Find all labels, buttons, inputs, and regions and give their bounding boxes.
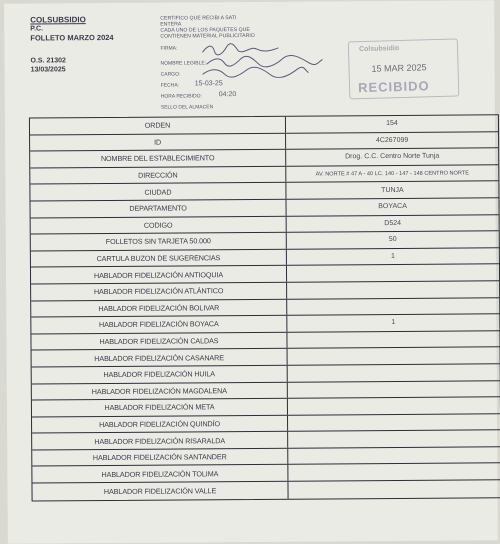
row-value <box>288 397 500 414</box>
stamp-date: 15 MAR 2025 <box>371 62 427 74</box>
row-label: NOMBRE DEL ESTABLECIMIENTO <box>30 150 286 167</box>
stamp-text: RECIBIDO <box>357 78 430 96</box>
row-label: DIRECCIÓN <box>30 167 286 184</box>
document-title: FOLLETO MARZO 2024 <box>30 32 114 43</box>
order-date: 13/03/2025 <box>30 66 66 74</box>
certificate-line: CADA UNO DE LOS PAQUETES QUE <box>160 27 250 34</box>
sello-label: SELLO DEL ALMACEN <box>160 104 214 111</box>
row-label: CIUDAD <box>30 183 286 200</box>
row-value: D524 <box>384 219 402 227</box>
fecha-value: 15-03-25 <box>194 80 223 88</box>
row-label: HABLADOR FIDELIZACIÓN CALDAS <box>31 332 287 349</box>
row-value: 1 <box>391 319 396 327</box>
pc-code: P.C. <box>30 25 44 33</box>
header-block <box>30 15 114 75</box>
delivery-table <box>29 114 500 501</box>
row-value <box>288 348 500 365</box>
row-value: Drog. C.C. Centro Norte Tunja <box>345 153 440 161</box>
row-value <box>287 281 499 298</box>
row-value <box>288 447 500 464</box>
row-value: AV. NORTE # 47 A - 40 LC. 140 - 147 - 148 CENTRO NORTE <box>315 170 470 178</box>
row-value: 50 <box>388 236 397 244</box>
row-label: HABLADOR FIDELIZACIÓN BOYACA <box>31 316 287 333</box>
row-value: 4C267099 <box>375 136 409 145</box>
row-value: BOYACA <box>378 203 407 211</box>
row-value <box>288 480 500 498</box>
document-page <box>4 0 498 543</box>
row-label: HABLADOR FIDELIZACIÓN BOLIVAR <box>31 299 287 316</box>
row-value <box>287 265 499 282</box>
row-label: ID <box>30 133 286 150</box>
company-name: COLSUBSIDIO <box>30 15 86 25</box>
certificate-line: ENTERA <box>160 21 182 28</box>
received-stamp <box>348 38 460 99</box>
hora-value: 04:20 <box>218 91 237 99</box>
row-label: FOLLETOS SIN TARJETA 50.000 <box>31 233 287 250</box>
cargo-label: CARGO: <box>160 71 181 78</box>
row-label: HABLADOR FIDELIZACIÓN META <box>32 399 288 416</box>
row-label: HABLADOR FIDELIZACIÓN TOLIMA <box>32 465 288 482</box>
row-label: HABLADOR FIDELIZACIÓN CASANARE <box>32 349 288 366</box>
row-value <box>287 331 499 348</box>
row-value: 1 <box>390 253 395 261</box>
row-label: CARTULA BUZON DE SUGERENCIAS <box>31 249 287 266</box>
stamp-brand: Colsubsidio <box>358 45 400 54</box>
certificate-text <box>160 14 350 39</box>
handwritten-cargo <box>201 66 311 79</box>
row-label: HABLADOR FIDELIZACIÓN MAGDALENA <box>32 382 288 399</box>
row-label: ORDEN <box>30 117 286 134</box>
row-label: HABLADOR FIDELIZACIÓN VALLE <box>32 482 288 500</box>
order-number: O.S. 21302 <box>30 57 66 65</box>
row-value <box>288 381 500 398</box>
row-label: HABLADOR FIDELIZACIÓN SANTANDER <box>32 449 288 466</box>
certificate-line: CERTIFICO QUE RECIBI A SATI <box>160 15 237 22</box>
hora-label: HORA RECIBIDO: <box>160 93 202 100</box>
row-value <box>288 414 500 431</box>
row-label: CODIGO <box>31 216 287 233</box>
row-value <box>287 298 499 315</box>
fecha-label: FECHA: <box>160 82 180 89</box>
row-value: 154 <box>386 120 398 128</box>
row-label: HABLADOR FIDELIZACIÓN ANTIOQUIA <box>31 266 287 283</box>
row-value <box>288 464 500 481</box>
row-value <box>288 364 500 381</box>
row-label: HABLADOR FIDELIZACIÓN QUINDÍO <box>32 415 288 432</box>
row-label: HABLADOR FIDELIZACIÓN RISARALDA <box>32 432 288 449</box>
certificate-line: CONTIENEN MATERIAL PUBLICITARIO <box>160 32 255 40</box>
row-value <box>288 431 500 448</box>
row-label: HABLADOR FIDELIZACIÓN ATLÁNTICO <box>31 283 287 300</box>
row-label: DEPARTAMENTO <box>31 200 287 217</box>
row-label: HABLADOR FIDELIZACIÓN HUILA <box>32 366 288 383</box>
firma-label: FIRMA: <box>160 45 178 52</box>
row-value: TUNJA <box>381 186 404 194</box>
nombre-label: NOMBRE LEGIBLE: <box>160 60 207 67</box>
table-row <box>32 480 500 500</box>
